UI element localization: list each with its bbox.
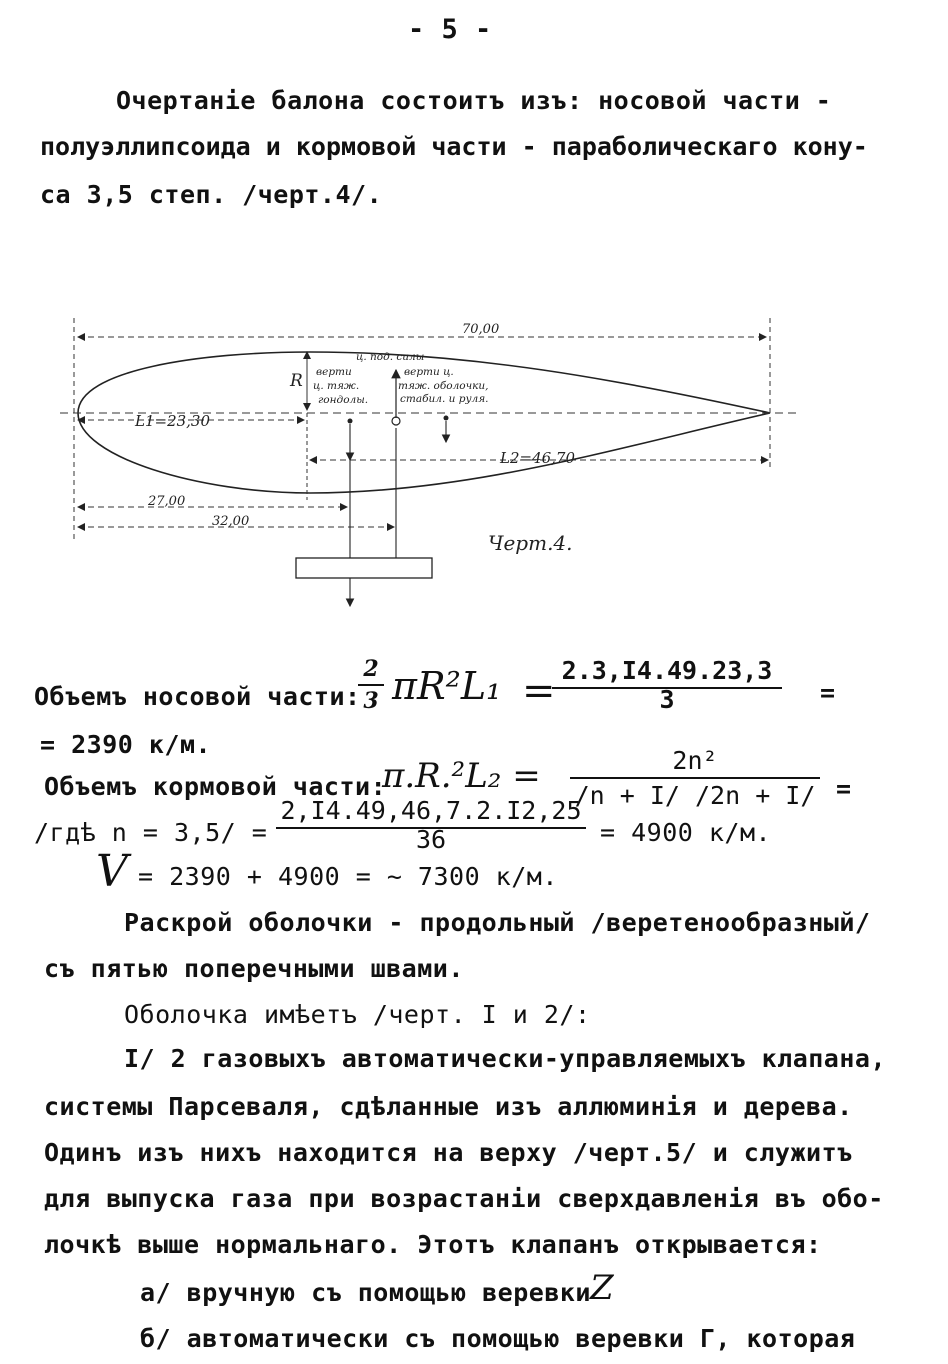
stern-fraction-denominator: /n + I/ /2n + I/ bbox=[574, 781, 816, 810]
stern-result: = 4900 к/м. bbox=[600, 818, 772, 847]
bow-end-equals: = bbox=[820, 678, 836, 707]
bow-fraction-numerator: 2 bbox=[363, 656, 379, 682]
body-p3-line4: для выпуска газа при возрастаніи сверхдавленія въ обо- bbox=[44, 1184, 884, 1213]
lift-center-point bbox=[392, 417, 400, 425]
total-volume-symbol: V bbox=[96, 846, 128, 897]
bow-calc-numerator: 2.3,I4.49.23,3 bbox=[561, 656, 773, 685]
intro-line-3: са 3,5 степ. /черт.4/. bbox=[40, 180, 383, 209]
stern-calc-denominator: 36 bbox=[415, 825, 447, 854]
bow-volume-label: Объемъ носовой части: bbox=[34, 682, 361, 711]
bow-calc-fraction bbox=[552, 656, 782, 714]
l2-label: L2=46,70 bbox=[500, 449, 576, 467]
body-p3-line2: системы Парсеваля, сдѣланные изъ аллюминія и дерева. bbox=[44, 1092, 853, 1121]
l1-label: L1=23,30 bbox=[135, 412, 211, 430]
page-number: - 5 - bbox=[408, 14, 492, 45]
stern-volume-label: Объемъ кормовой части: bbox=[44, 772, 387, 801]
bow-result: = 2390 к/м. bbox=[40, 730, 212, 759]
stern-condition: /гдѣ n = 3,5/ = bbox=[34, 818, 268, 847]
intro-line-2: полуэллипсоида и кормовой части - параболическаго кону- bbox=[40, 132, 868, 161]
envelope-cg-label-1: верти ц. bbox=[404, 366, 454, 378]
figure-caption: Черт.4. bbox=[488, 531, 573, 555]
gondola bbox=[296, 558, 432, 578]
radius-label: R bbox=[290, 371, 303, 391]
gondola-cg-label-3: гондолы. bbox=[318, 394, 369, 406]
stern-fraction-bar bbox=[570, 777, 820, 779]
bow-calc-denominator: 3 bbox=[659, 685, 675, 714]
bow-equals: = bbox=[522, 668, 556, 714]
stern-fraction-numerator: 2n² bbox=[672, 746, 718, 775]
item-a: а/ вручную съ помощью веревки bbox=[140, 1278, 591, 1307]
envelope-cg-point bbox=[444, 416, 449, 421]
item-a-rope-mark: Z bbox=[590, 1268, 614, 1308]
dist-27-label: 27,00 bbox=[148, 494, 186, 509]
airship-diagram bbox=[0, 0, 948, 620]
dist-32-label: 32,00 bbox=[212, 514, 250, 529]
gondola-cg-label-2: ц. тяж. bbox=[313, 380, 360, 392]
body-p3-line1: I/ 2 газовыхъ автоматически-управляемыхъ клапана, bbox=[124, 1044, 887, 1073]
total-volume: = 2390 + 4900 = ~ 7300 к/м. bbox=[138, 862, 558, 891]
bow-fraction-bar bbox=[358, 684, 384, 686]
stern-end-equals: = bbox=[836, 774, 852, 803]
body-p1-line2: съ пятью поперечными швами. bbox=[44, 954, 464, 983]
stern-fraction bbox=[570, 746, 820, 810]
gondola-cg-point bbox=[348, 419, 353, 424]
lift-center-label: ц. под. силы bbox=[356, 351, 425, 363]
envelope-cg-label-3: стабил. и руля. bbox=[400, 393, 489, 405]
total-length-label: 70,00 bbox=[462, 322, 500, 337]
envelope-cg-label-2: тяж. оболочки, bbox=[398, 380, 489, 392]
bow-fraction-denominator: 3 bbox=[363, 688, 379, 714]
body-p2: Оболочка имѣетъ /черт. I и 2/: bbox=[124, 1000, 591, 1029]
stern-formula-symbols: π.R.²L₂ = bbox=[382, 756, 541, 796]
body-p3-line5: лочкѣ выше нормальнаго. Этотъ клапанъ открывается: bbox=[44, 1230, 822, 1259]
stern-calc-numerator: 2,I4.49,46,7.2.I2,25 bbox=[280, 796, 582, 825]
bow-formula-fraction bbox=[358, 656, 384, 714]
bow-formula-symbols: πR²L₁ bbox=[392, 664, 502, 708]
gondola-cg-label-1: верти bbox=[316, 366, 352, 378]
stern-calc-fraction bbox=[276, 796, 586, 854]
body-p1-line1: Раскрой оболочки - продольный /веретенообразный/ bbox=[124, 908, 871, 937]
body-p3-line3: Одинъ изъ нихъ находится на верху /черт.5/ и служитъ bbox=[44, 1138, 853, 1167]
intro-line-1: Очертаніе балона состоитъ изъ: носовой части - bbox=[116, 86, 832, 115]
item-b: б/ автоматически съ помощью веревки Г, которая bbox=[140, 1324, 856, 1353]
